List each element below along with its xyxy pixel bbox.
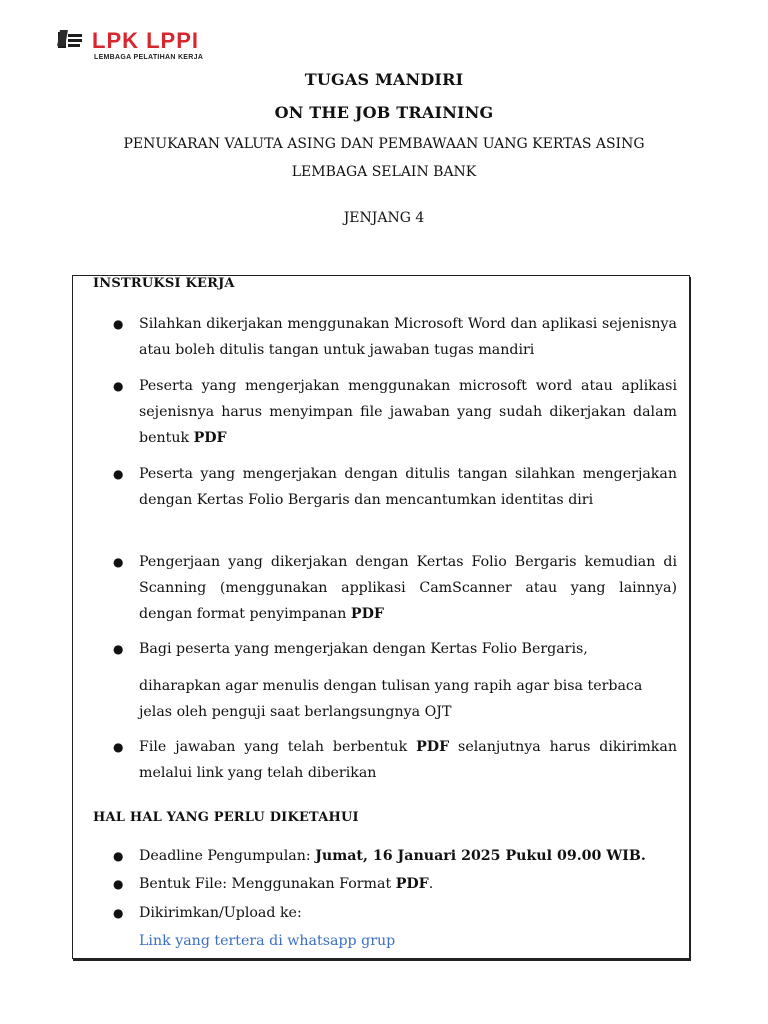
logo-subtext: LEMBAGA PELATIHAN KERJA [94,54,204,61]
doc-level: JENJANG 4 [343,210,425,226]
bullet-icon: ● [113,317,124,331]
logo-text: LPK LPPI [92,28,200,53]
instruction-box [72,275,690,959]
list-item-text: Peserta yang mengerjakan menggunakan microsoft word atau aplikasi sejenisnya harus menyimpan file jawaban yang sudah dikerjakan dalam bentuk [139,378,677,446]
deadline-label: Deadline Pengumpulan: [139,848,316,864]
list-item [113,734,677,786]
list-item-text: Pengerjaan yang dikerjakan dengan Kertas Folio Bergaris kemudian di Scanning (menggunakan applikasi CamScanner atau yang lainnya) dengan format penyimpanan [139,554,677,622]
format-value: PDF [395,876,429,892]
doc-subject-line2: LEMBAGA SELAIN BANK [291,164,477,180]
list-item-text: Silahkan dikerjakan menggunakan Microsoft Word dan aplikasi sejenisnya atau boleh ditulis tangan untuk jawaban tugas mandiri [139,316,677,358]
doc-subject-line1: PENUKARAN VALUTA ASING DAN PEMBAWAAN UANG KERTAS ASING [123,136,645,152]
pdf-emphasis: PDF [193,430,227,446]
bullet-icon: ● [113,849,124,863]
deadline-value: Jumat, 16 Januari 2025 Pukul 09.00 WIB. [315,848,646,864]
list-item-text: Bagi peserta yang mengerjakan dengan Kertas Folio Bergaris, [139,641,588,657]
list-item [113,636,677,662]
list-item-upload [113,900,677,926]
notes-title: HAL HAL YANG PERLU DIKETAHUI [93,810,359,825]
list-item-text: Peserta yang mengerjakan dengan ditulis tangan silahkan mengerjakan dengan Kertas Folio Bergaris dan mencantumkan identitas diri [139,466,677,508]
pdf-emphasis: PDF [416,739,450,755]
list-item-continuation: diharapkan agar menulis dengan tulisan yang rapih agar bisa terbaca jelas oleh penguji saat berlangsungnya OJT [139,678,643,720]
doc-title: TUGAS MANDIRI [304,70,464,89]
list-item-deadline [113,843,677,869]
list-item [113,549,677,627]
bullet-icon: ● [113,906,124,920]
lpk-lppi-logo [56,24,206,64]
pdf-emphasis: PDF [350,606,384,622]
upload-label: Dikirimkan/Upload ke: [139,905,302,921]
list-item [113,311,677,363]
bullet-icon: ● [113,740,124,754]
list-item-text-end: selanjutnya harus dikirimkan melalui link yang telah diberikan [139,739,677,781]
book-icon [57,30,82,48]
bullet-icon: ● [113,379,124,393]
upload-link[interactable]: Link yang tertera di whatsapp grup [139,933,396,949]
doc-subtitle-main: ON THE JOB TRAINING [274,103,494,122]
bullet-icon: ● [113,467,124,481]
bullet-icon: ● [113,555,124,569]
instructions-title: INSTRUKSI KERJA [93,276,235,291]
bullet-icon: ● [113,877,124,891]
format-label: Bentuk File: Menggunakan Format [139,876,396,892]
list-item [113,373,677,451]
format-end: . [428,876,434,892]
bullet-icon: ● [113,642,124,656]
list-item-format [113,871,677,897]
list-item [113,461,677,513]
list-item-text: File jawaban yang telah berbentuk [139,739,417,755]
